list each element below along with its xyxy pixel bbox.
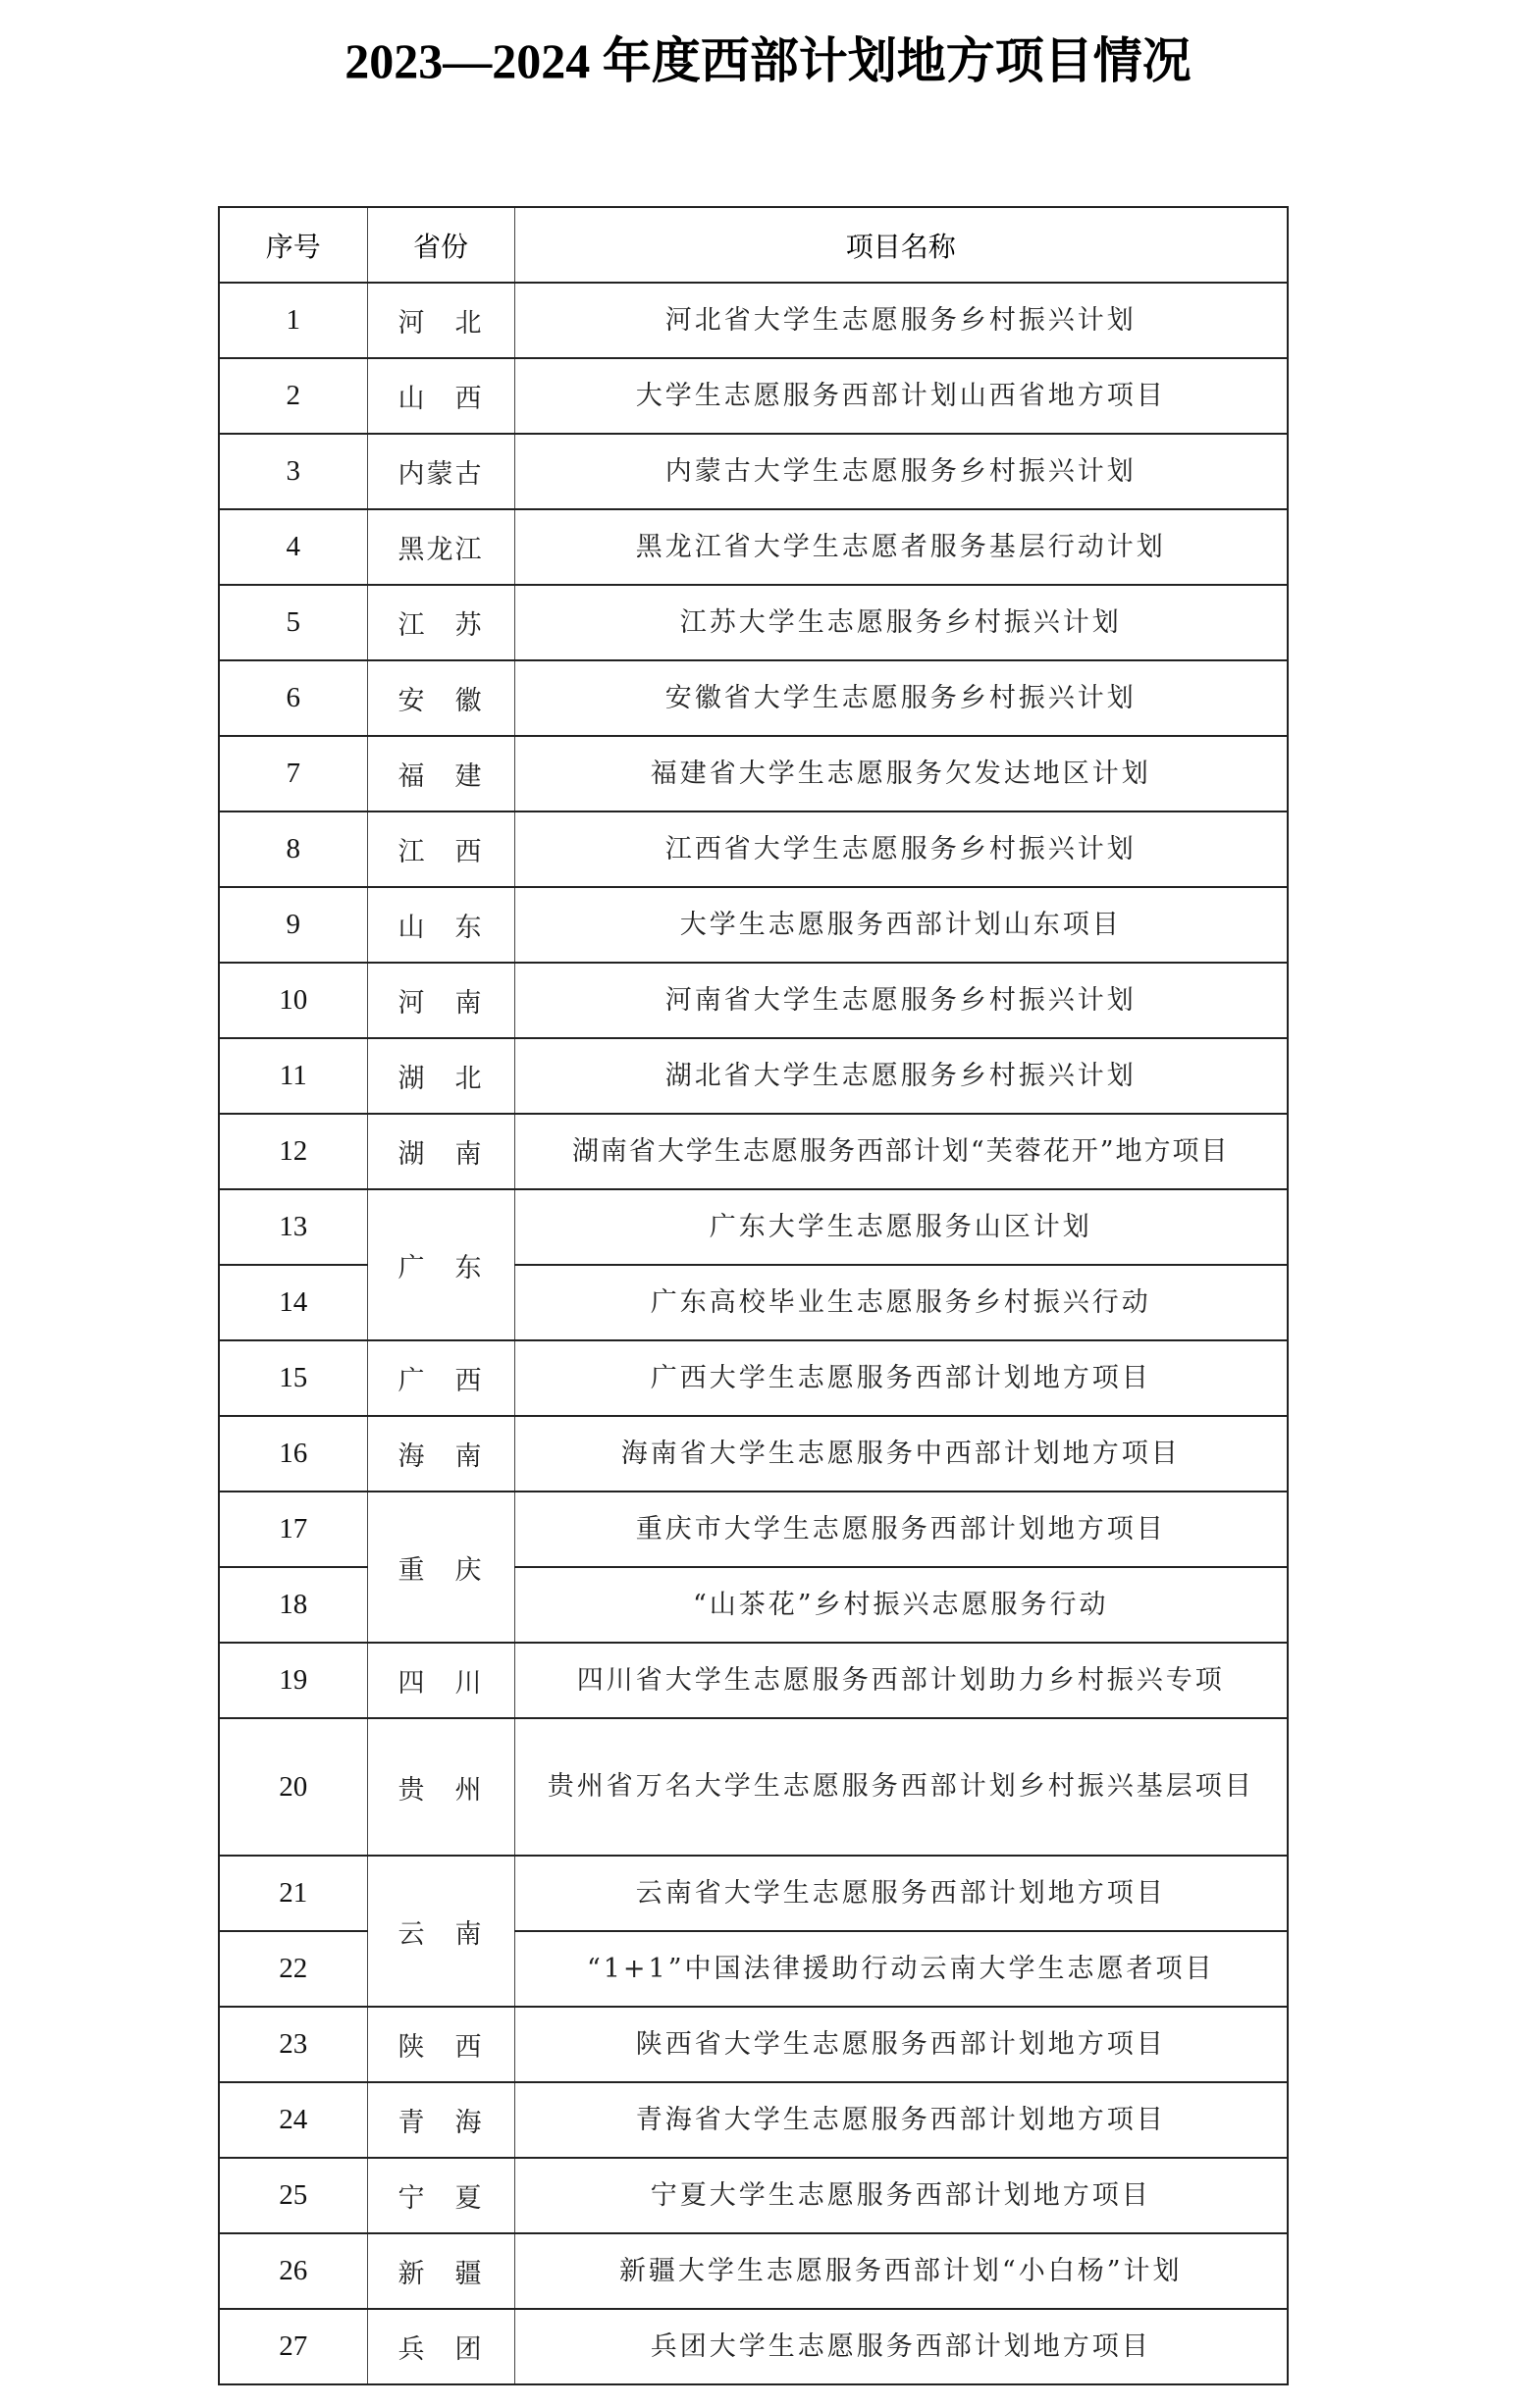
- cell-project: 云南省大学生志愿服务西部计划地方项目: [514, 1856, 1288, 1931]
- table-row: [219, 1856, 1288, 1931]
- table-row: [219, 509, 1288, 585]
- table-row: [219, 887, 1288, 963]
- table-row: [219, 2233, 1288, 2309]
- cell-project: 广东高校毕业生志愿服务乡村振兴行动: [514, 1265, 1288, 1340]
- cell-province: 山 东: [367, 887, 514, 963]
- projects-table: [218, 206, 1289, 2385]
- cell-province: 宁 夏: [367, 2158, 514, 2233]
- cell-seq: 25: [219, 2158, 367, 2233]
- cell-seq: 19: [219, 1643, 367, 1718]
- cell-project: 河南省大学生志愿服务乡村振兴计划: [514, 963, 1288, 1038]
- cell-province: 内蒙古: [367, 434, 514, 509]
- table-row: [219, 963, 1288, 1038]
- cell-project: 宁夏大学生志愿服务西部计划地方项目: [514, 2158, 1288, 2233]
- cell-province: 湖 南: [367, 1114, 514, 1189]
- cell-seq: 17: [219, 1492, 367, 1567]
- table-row: [219, 434, 1288, 509]
- cell-project: 大学生志愿服务西部计划山西省地方项目: [514, 358, 1288, 434]
- table-row: [219, 1189, 1288, 1265]
- cell-project: 青海省大学生志愿服务西部计划地方项目: [514, 2082, 1288, 2158]
- cell-seq: 16: [219, 1416, 367, 1492]
- cell-seq: 8: [219, 811, 367, 887]
- table-row: [219, 1114, 1288, 1189]
- cell-seq: 1: [219, 283, 367, 358]
- cell-province: 青 海: [367, 2082, 514, 2158]
- cell-project: 大学生志愿服务西部计划山东项目: [514, 887, 1288, 963]
- table-row: [219, 2082, 1288, 2158]
- cell-project: 广西大学生志愿服务西部计划地方项目: [514, 1340, 1288, 1416]
- table-row: [219, 283, 1288, 358]
- cell-seq: 2: [219, 358, 367, 434]
- cell-province: 湖 北: [367, 1038, 514, 1114]
- table-row: [219, 1340, 1288, 1416]
- cell-seq: 18: [219, 1567, 367, 1643]
- cell-project: 江苏大学生志愿服务乡村振兴计划: [514, 585, 1288, 660]
- table-row: [219, 585, 1288, 660]
- cell-province: 山 西: [367, 358, 514, 434]
- cell-project: 贵州省万名大学生志愿服务西部计划乡村振兴基层项目: [514, 1718, 1288, 1856]
- cell-project: “山茶花”乡村振兴志愿服务行动: [514, 1567, 1288, 1643]
- table-header-row: [219, 207, 1288, 283]
- cell-province: 贵 州: [367, 1718, 514, 1856]
- table-row: [219, 736, 1288, 811]
- table-row: [219, 2158, 1288, 2233]
- cell-project: 湖北省大学生志愿服务乡村振兴计划: [514, 1038, 1288, 1114]
- header-seq: 序号: [219, 207, 367, 283]
- cell-province: 江 西: [367, 811, 514, 887]
- cell-seq: 14: [219, 1265, 367, 1340]
- cell-seq: 23: [219, 2007, 367, 2082]
- cell-seq: 9: [219, 887, 367, 963]
- cell-seq: 11: [219, 1038, 367, 1114]
- cell-seq: 21: [219, 1856, 367, 1931]
- cell-seq: 20: [219, 1718, 367, 1856]
- table-row: [219, 2309, 1288, 2384]
- cell-project: 河北省大学生志愿服务乡村振兴计划: [514, 283, 1288, 358]
- cell-project: 新疆大学生志愿服务西部计划“小白杨”计划: [514, 2233, 1288, 2309]
- cell-seq: 5: [219, 585, 367, 660]
- cell-project: 海南省大学生志愿服务中西部计划地方项目: [514, 1416, 1288, 1492]
- table-row: [219, 1718, 1288, 1856]
- document-title: 2023—2024 年度西部计划地方项目情况: [344, 33, 1192, 88]
- cell-seq: 27: [219, 2309, 367, 2384]
- cell-province: 黑龙江: [367, 509, 514, 585]
- cell-project: 江西省大学生志愿服务乡村振兴计划: [514, 811, 1288, 887]
- cell-seq: 10: [219, 963, 367, 1038]
- cell-province-merged: 广 东: [367, 1189, 514, 1340]
- cell-seq: 13: [219, 1189, 367, 1265]
- table-row: [219, 811, 1288, 887]
- cell-project: 湖南省大学生志愿服务西部计划“芙蓉花开”地方项目: [514, 1114, 1288, 1189]
- cell-province: 河 南: [367, 963, 514, 1038]
- cell-seq: 24: [219, 2082, 367, 2158]
- cell-project: 重庆市大学生志愿服务西部计划地方项目: [514, 1492, 1288, 1567]
- cell-project: 黑龙江省大学生志愿者服务基层行动计划: [514, 509, 1288, 585]
- cell-project: 福建省大学生志愿服务欠发达地区计划: [514, 736, 1288, 811]
- cell-province: 广 西: [367, 1340, 514, 1416]
- cell-province: 新 疆: [367, 2233, 514, 2309]
- cell-province: 福 建: [367, 736, 514, 811]
- cell-project: 四川省大学生志愿服务西部计划助力乡村振兴专项: [514, 1643, 1288, 1718]
- cell-province: 安 徽: [367, 660, 514, 736]
- cell-seq: 15: [219, 1340, 367, 1416]
- cell-province: 兵 团: [367, 2309, 514, 2384]
- cell-seq: 7: [219, 736, 367, 811]
- table-row: [219, 1643, 1288, 1718]
- cell-province-merged: 重 庆: [367, 1492, 514, 1643]
- cell-province: 陕 西: [367, 2007, 514, 2082]
- cell-seq: 22: [219, 1931, 367, 2007]
- cell-seq: 4: [219, 509, 367, 585]
- cell-province: 河 北: [367, 283, 514, 358]
- cell-project: 内蒙古大学生志愿服务乡村振兴计划: [514, 434, 1288, 509]
- cell-seq: 26: [219, 2233, 367, 2309]
- cell-seq: 6: [219, 660, 367, 736]
- cell-project: 广东大学生志愿服务山区计划: [514, 1189, 1288, 1265]
- cell-province-merged: 云 南: [367, 1856, 514, 2007]
- cell-province: 海 南: [367, 1416, 514, 1492]
- cell-seq: 3: [219, 434, 367, 509]
- cell-province: 江 苏: [367, 585, 514, 660]
- cell-project: 兵团大学生志愿服务西部计划地方项目: [514, 2309, 1288, 2384]
- cell-seq: 12: [219, 1114, 367, 1189]
- table-row: [219, 358, 1288, 434]
- table-row: [219, 1492, 1288, 1567]
- cell-project: “1+1”中国法律援助行动云南大学生志愿者项目: [514, 1931, 1288, 2007]
- table-row: [219, 660, 1288, 736]
- table-row: [219, 1416, 1288, 1492]
- cell-province: 四 川: [367, 1643, 514, 1718]
- cell-project: 安徽省大学生志愿服务乡村振兴计划: [514, 660, 1288, 736]
- header-province: 省份: [367, 207, 514, 283]
- table-row: [219, 1038, 1288, 1114]
- table-row: [219, 2007, 1288, 2082]
- cell-project: 陕西省大学生志愿服务西部计划地方项目: [514, 2007, 1288, 2082]
- header-project: 项目名称: [514, 207, 1288, 283]
